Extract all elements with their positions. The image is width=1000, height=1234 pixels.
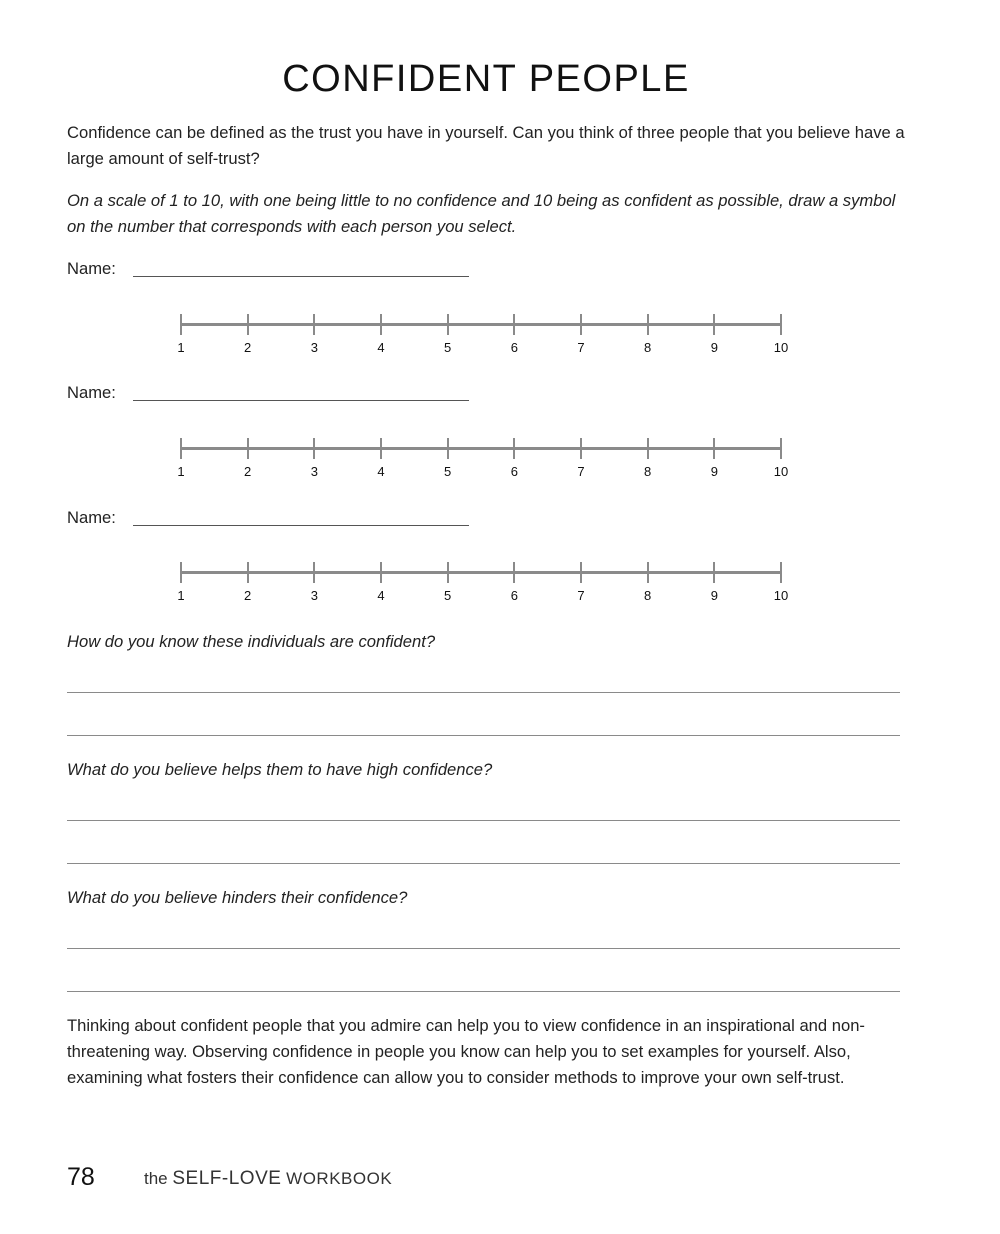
scale-tick-3[interactable] (313, 438, 315, 459)
scale-tick-2[interactable] (247, 438, 249, 459)
scale-tick-8[interactable] (647, 438, 649, 459)
scale-label-2[interactable]: 2 (244, 340, 252, 355)
scale-label-3[interactable]: 3 (310, 588, 318, 603)
scale-label-5[interactable]: 5 (444, 464, 452, 479)
scale-tick-5[interactable] (447, 438, 449, 459)
scale-tick-9[interactable] (713, 438, 715, 459)
page-number: 78 (67, 1163, 95, 1191)
scale-label-3[interactable]: 3 (310, 340, 318, 355)
answer-line[interactable] (67, 820, 900, 821)
scale-label-5[interactable]: 5 (444, 588, 452, 603)
scale-tick-6[interactable] (513, 438, 515, 459)
scale-tick-2[interactable] (247, 314, 249, 335)
intro-paragraph: Confidence can be defined as the trust you have in yourself. Can you think of three people that you believe have a large amount of self-trust? (67, 123, 905, 168)
book-title-main: SELF-LOVE (172, 1168, 282, 1189)
scale-bar (180, 323, 782, 326)
scale-tick-6[interactable] (513, 562, 515, 583)
confidence-scale-1[interactable] (177, 318, 789, 358)
answer-line[interactable] (67, 692, 900, 693)
scale-label-2[interactable]: 2 (244, 464, 252, 479)
closing-paragraph: Thinking about confident people that you admire can help you to view confidence in an inspirational and non-threatening way. Observing confidence in people you know can help you to set examples for yourself. Also, examining what fosters their confidence can allow you to consider methods to improve your own self-trust. (67, 1016, 865, 1087)
scale-label-6[interactable]: 6 (510, 340, 518, 355)
scale-label-4[interactable]: 4 (377, 588, 385, 603)
scale-tick-1[interactable] (180, 562, 182, 583)
scale-label-7[interactable]: 7 (577, 588, 585, 603)
scale-label-1[interactable]: 1 (177, 340, 185, 355)
scale-tick-4[interactable] (380, 314, 382, 335)
scale-label-4[interactable]: 4 (377, 340, 385, 355)
scale-tick-8[interactable] (647, 314, 649, 335)
scale-bar (180, 447, 782, 450)
scale-label-9[interactable]: 9 (710, 588, 718, 603)
scale-label-8[interactable]: 8 (644, 588, 652, 603)
scale-label-10[interactable]: 10 (773, 588, 789, 603)
scale-label-10[interactable]: 10 (773, 340, 789, 355)
scale-tick-7[interactable] (580, 562, 582, 583)
scale-label-1[interactable]: 1 (177, 464, 185, 479)
scale-tick-10[interactable] (780, 438, 782, 459)
answer-line[interactable] (67, 863, 900, 864)
scale-label-9[interactable]: 9 (710, 464, 718, 479)
name-label: Name: (67, 508, 116, 527)
name-blank-line[interactable] (133, 400, 469, 401)
scale-tick-3[interactable] (313, 314, 315, 335)
scale-tick-4[interactable] (380, 562, 382, 583)
answer-line[interactable] (67, 991, 900, 992)
scale-tick-9[interactable] (713, 314, 715, 335)
scale-label-7[interactable]: 7 (577, 464, 585, 479)
scale-label-7[interactable]: 7 (577, 340, 585, 355)
scale-tick-10[interactable] (780, 314, 782, 335)
scale-tick-9[interactable] (713, 562, 715, 583)
scale-label-2[interactable]: 2 (244, 588, 252, 603)
scale-label-1[interactable]: 1 (177, 588, 185, 603)
name-row-1 (67, 259, 116, 279)
scale-tick-5[interactable] (447, 562, 449, 583)
scale-tick-7[interactable] (580, 438, 582, 459)
scale-tick-6[interactable] (513, 314, 515, 335)
scale-label-5[interactable]: 5 (444, 340, 452, 355)
scale-tick-1[interactable] (180, 314, 182, 335)
book-title-prefix: the (144, 1169, 168, 1188)
scale-tick-1[interactable] (180, 438, 182, 459)
page-title: CONFIDENT PEOPLE (282, 58, 690, 100)
answer-line[interactable] (67, 948, 900, 949)
confidence-scale-2[interactable] (177, 442, 789, 482)
scale-bar (180, 571, 782, 574)
name-row-3 (67, 508, 116, 528)
scale-tick-10[interactable] (780, 562, 782, 583)
scale-label-4[interactable]: 4 (377, 464, 385, 479)
name-row-2 (67, 383, 116, 403)
scale-label-6[interactable]: 6 (510, 588, 518, 603)
question-2: What do you believe helps them to have high confidence? (67, 760, 493, 779)
name-label: Name: (67, 383, 116, 402)
scale-tick-5[interactable] (447, 314, 449, 335)
answer-line[interactable] (67, 735, 900, 736)
scale-tick-2[interactable] (247, 562, 249, 583)
name-label: Name: (67, 259, 116, 278)
name-blank-line[interactable] (133, 525, 469, 526)
book-title (144, 1168, 392, 1190)
book-title-suffix: WORKBOOK (286, 1169, 393, 1188)
scale-label-9[interactable]: 9 (710, 340, 718, 355)
instructions-paragraph: On a scale of 1 to 10, with one being little to no confidence and 10 being as confident as possible, draw a symbol on the number that corresponds with each person you select. (67, 191, 896, 236)
question-1: How do you know these individuals are confident? (67, 632, 436, 651)
scale-label-10[interactable]: 10 (773, 464, 789, 479)
name-blank-line[interactable] (133, 276, 469, 277)
confidence-scale-3[interactable] (177, 566, 789, 606)
question-3: What do you believe hinders their confidence? (67, 888, 408, 907)
scale-tick-4[interactable] (380, 438, 382, 459)
scale-label-8[interactable]: 8 (644, 340, 652, 355)
scale-tick-8[interactable] (647, 562, 649, 583)
scale-label-8[interactable]: 8 (644, 464, 652, 479)
scale-label-6[interactable]: 6 (510, 464, 518, 479)
scale-tick-7[interactable] (580, 314, 582, 335)
scale-tick-3[interactable] (313, 562, 315, 583)
scale-label-3[interactable]: 3 (310, 464, 318, 479)
